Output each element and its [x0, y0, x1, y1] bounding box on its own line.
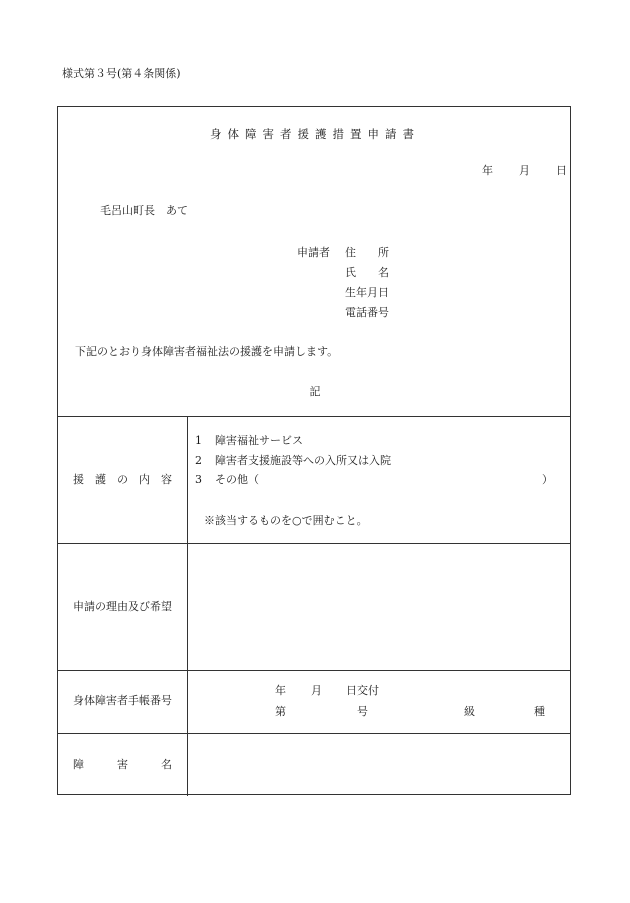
form-title: 身体障害者援護措置申請書 [210, 127, 420, 141]
handbook-issued-label: 日交付 [346, 684, 379, 697]
handbook-go-label: 号 [357, 705, 368, 718]
applicant-phone-label: 電話番号 [345, 306, 389, 319]
applicant-name-label: 氏 名 [345, 266, 389, 279]
option-text: 障害者支援施設等への入所又は入院 [215, 454, 391, 467]
option-item [195, 435, 303, 446]
application-statement: 下記のとおり身体障害者福祉法の援護を申請します。 [75, 345, 339, 358]
option-item [195, 474, 259, 485]
circle-instruction-note: ※該当するものを○で囲むこと。 [204, 514, 368, 527]
addressee: 毛呂山町長 あて [100, 204, 188, 217]
applicant-birthdate-label: 生年月日 [345, 286, 389, 299]
option-number: 3 [195, 473, 202, 486]
handbook-kyu-label: 級 [464, 705, 475, 718]
ki-heading: 記 [309, 385, 321, 398]
application-form [57, 106, 571, 795]
handbook-year-label: 年 [275, 684, 286, 697]
other-paren-close: ） [542, 473, 553, 486]
disability-name-label: 障 害 名 [73, 758, 172, 771]
reason-field[interactable] [188, 544, 570, 670]
date-month-label: 月 [519, 164, 530, 177]
assistance-content-label: 援 護 の 内 容 [73, 473, 172, 486]
option-text: 障害福祉サービス [215, 434, 303, 447]
handbook-number-label: 身体障害者手帳番号 [73, 694, 172, 707]
option-number: 2 [195, 454, 202, 467]
option-text: その他（ [215, 473, 259, 486]
divider [58, 670, 570, 671]
form-number: 様式第３号(第４条関係) [62, 67, 181, 80]
applicant-label: 申請者 [297, 246, 330, 259]
option-item [195, 455, 391, 466]
handbook-shu-label: 種 [534, 705, 545, 718]
option-number: 1 [195, 434, 202, 447]
handbook-month-label: 月 [311, 684, 322, 697]
date-day-label: 日 [556, 164, 567, 177]
applicant-address-label: 住 所 [345, 246, 389, 259]
reason-label: 申請の理由及び希望 [73, 600, 172, 613]
date-year-label: 年 [482, 164, 493, 177]
divider [58, 416, 570, 417]
disability-name-field[interactable] [188, 734, 570, 794]
handbook-dai-label: 第 [275, 705, 286, 718]
